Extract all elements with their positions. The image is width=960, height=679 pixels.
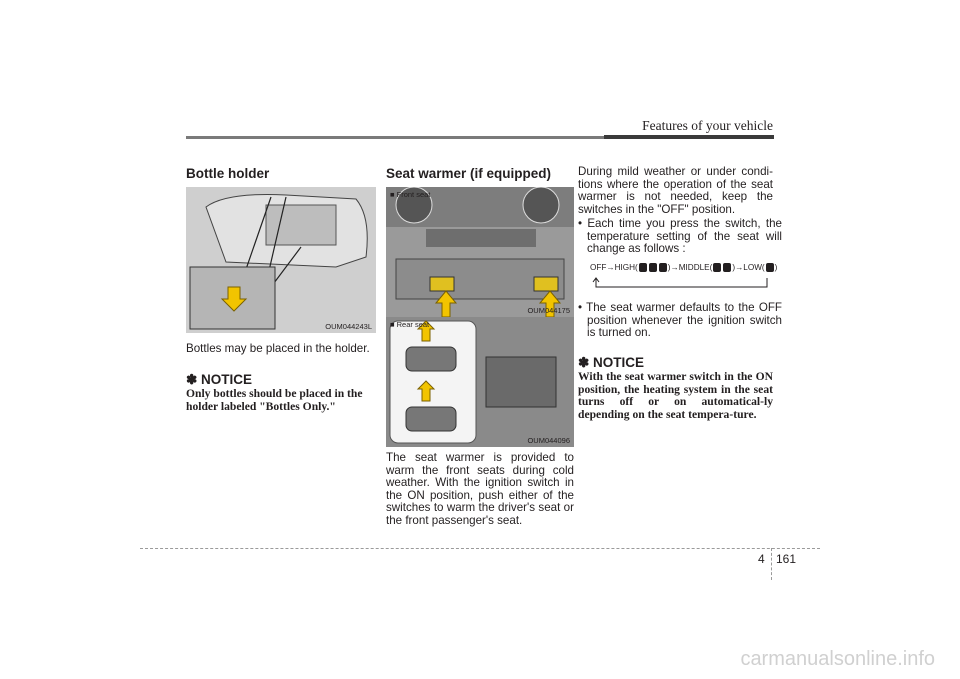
bottle-holder-illustration bbox=[186, 187, 376, 333]
seat-heat-icon bbox=[766, 263, 774, 272]
notice-heading: ✽ NOTICE bbox=[578, 355, 645, 370]
rear-door-drawing bbox=[386, 317, 574, 447]
seq-arrow: → bbox=[670, 263, 679, 272]
seat-heat-icon bbox=[713, 263, 721, 272]
chapter-number: 4 bbox=[758, 552, 765, 566]
default-off-bullet: • The seat warmer defaults to the OFF position whenever the ignition switch is turned on. bbox=[578, 301, 782, 340]
seat-warmer-heading: Seat warmer (if equipped) bbox=[386, 166, 552, 181]
rear-seat-illustration bbox=[386, 317, 574, 447]
seat-heat-icon bbox=[649, 263, 657, 272]
front-seat-label: ■ Front seat bbox=[390, 190, 431, 199]
seq-off: OFF bbox=[590, 263, 607, 272]
bottle-holder-text: Bottles may be placed in the holder. bbox=[186, 342, 370, 355]
seq-middle: MIDDLE( bbox=[678, 263, 713, 272]
front-console-drawing bbox=[386, 187, 574, 317]
footer-divider bbox=[771, 548, 772, 580]
seat-heat-icon bbox=[659, 263, 667, 272]
bottle-notice-text: Only bottles should be placed in the holder labeled "Bottles Only." bbox=[186, 387, 363, 413]
mild-weather-text: During mild weather or under condi-tions where the operation of the seat warmer is not needed, keep the switches in the "OFF" position. bbox=[578, 165, 773, 216]
page-number: 161 bbox=[776, 552, 797, 566]
seat-warmer-notice-text: With the seat warmer switch in the ON position, the heating system in the seat turns off or on automatical-ly depending on the seat tempera-ture. bbox=[578, 370, 773, 421]
seq-low: LOW( bbox=[743, 263, 765, 272]
notice-heading: ✽ NOTICE bbox=[186, 372, 253, 387]
seat-heat-icon bbox=[723, 263, 731, 272]
seat-warmer-text: The seat warmer is provided to warm the front seats during cold weather. With the ignition switch in the ON position, push either of the switches to warm the driver's seat or the front passenger's seat. bbox=[386, 451, 574, 527]
temperature-sequence bbox=[590, 263, 777, 272]
footer-rule bbox=[140, 548, 820, 549]
image-code: OUM044243L bbox=[325, 322, 372, 331]
bottle-holder-heading: Bottle holder bbox=[186, 166, 270, 181]
watermark: carmanualsonline.info bbox=[740, 648, 935, 670]
running-header: Features of your vehicle bbox=[642, 118, 773, 133]
seq-high: HIGH( bbox=[614, 263, 638, 272]
image-code: OUM044175 bbox=[527, 306, 570, 315]
rear-seat-label: ■ Rear seat bbox=[390, 320, 430, 329]
sequence-return-arrow bbox=[590, 276, 774, 292]
seq-close: ) bbox=[667, 263, 671, 272]
seq-close: ) bbox=[732, 263, 736, 272]
seq-arrow: → bbox=[606, 263, 615, 272]
temperature-bullet: • Each time you press the switch, the temperature setting of the seat will change as follows : bbox=[578, 217, 782, 256]
header-rule-accent bbox=[604, 135, 774, 139]
seq-arrow: → bbox=[735, 263, 744, 272]
front-seat-illustration bbox=[386, 187, 574, 317]
seq-close: ) bbox=[774, 263, 778, 272]
car-interior-drawing bbox=[186, 187, 376, 333]
seat-heat-icon bbox=[639, 263, 647, 272]
image-code: OUM044096 bbox=[527, 436, 570, 445]
